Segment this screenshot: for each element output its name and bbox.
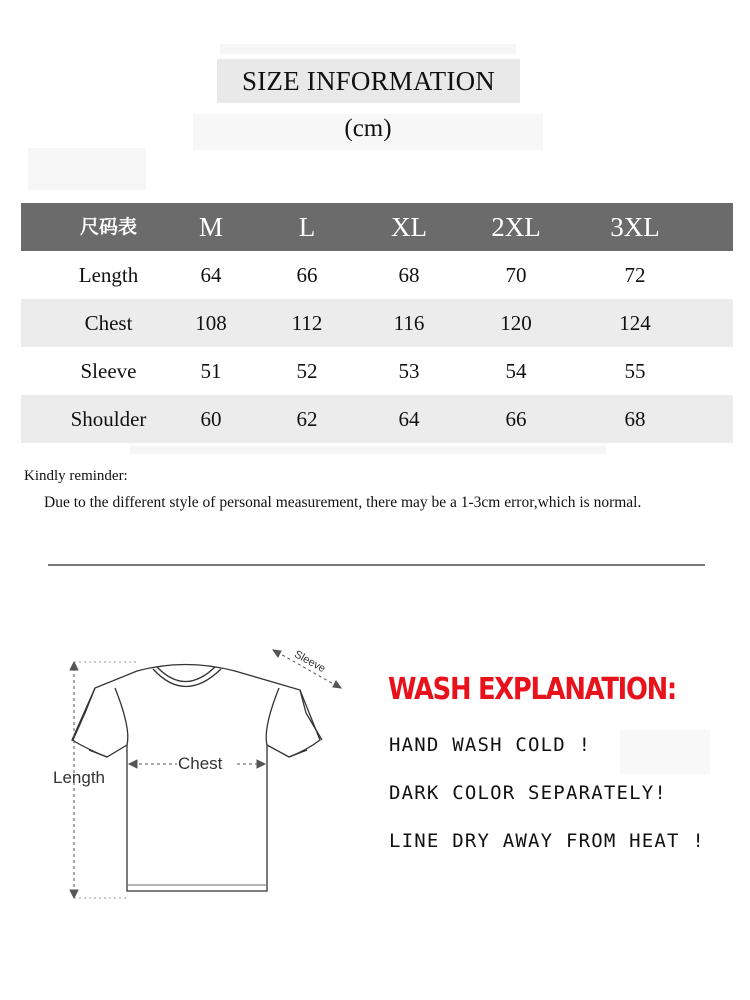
row-label: Sleeve — [80, 359, 137, 383]
table-cell: 51 — [200, 359, 222, 383]
table-cell: 116 — [393, 311, 425, 335]
size-header-xl: XL — [391, 212, 427, 242]
size-table — [21, 203, 733, 443]
background-patch — [28, 148, 146, 190]
wash-title: WASH EXPLANATION: — [388, 672, 676, 707]
wash-instruction: LINE DRY AWAY FROM HEAT ! — [389, 830, 705, 852]
table-row-sleeve — [21, 347, 733, 395]
table-cell: 60 — [200, 407, 222, 431]
table-cell: 64 — [398, 407, 420, 431]
table-cell: 54 — [505, 359, 527, 383]
table-cell: 68 — [398, 263, 420, 287]
unit-label: (cm) — [193, 114, 543, 150]
row-label: Shoulder — [70, 407, 147, 431]
size-header-m: M — [198, 212, 223, 242]
table-cell: 68 — [624, 407, 646, 431]
table-cell: 112 — [291, 311, 323, 335]
chest-label: Chest — [178, 754, 223, 773]
table-cell: 62 — [296, 407, 318, 431]
row-label: Length — [78, 263, 139, 287]
table-cell: 53 — [398, 359, 420, 383]
table-header-row — [21, 203, 733, 251]
row-label: Chest — [84, 311, 133, 335]
background-patch — [620, 730, 710, 774]
wash-instruction: HAND WASH COLD ! — [389, 734, 592, 756]
tshirt-diagram-icon — [45, 640, 355, 910]
length-label: Length — [53, 768, 105, 787]
table-cell: 70 — [505, 263, 527, 287]
table-corner-label: 尺码表 — [79, 216, 137, 238]
table-cell: 66 — [296, 263, 318, 287]
table-cell: 124 — [619, 311, 651, 335]
table-shadow — [130, 446, 606, 454]
table-cell: 108 — [195, 311, 227, 335]
table-cell: 52 — [296, 359, 318, 383]
table-cell: 120 — [500, 311, 532, 335]
table-row-shoulder — [21, 395, 733, 443]
sleeve-label: Sleeve — [292, 648, 328, 676]
table-cell: 66 — [505, 407, 527, 431]
table-cell: 64 — [200, 263, 222, 287]
table-row-chest — [21, 299, 733, 347]
wash-instruction: DARK COLOR SEPARATELY! — [389, 782, 668, 804]
section-divider — [48, 564, 705, 566]
title-backdrop — [220, 44, 516, 54]
table-cell: 55 — [624, 359, 646, 383]
size-header-3xl: 3XL — [610, 212, 660, 242]
reminder-text: Due to the different style of personal measurement, there may be a 1-3cm error,which is normal. — [44, 494, 642, 511]
table-row-length — [21, 251, 733, 299]
reminder-title: Kindly reminder: — [24, 468, 128, 484]
size-header-2xl: 2XL — [491, 212, 541, 242]
page-title: SIZE INFORMATION — [217, 59, 520, 103]
table-cell: 72 — [624, 263, 646, 287]
size-header-l: L — [298, 212, 316, 242]
